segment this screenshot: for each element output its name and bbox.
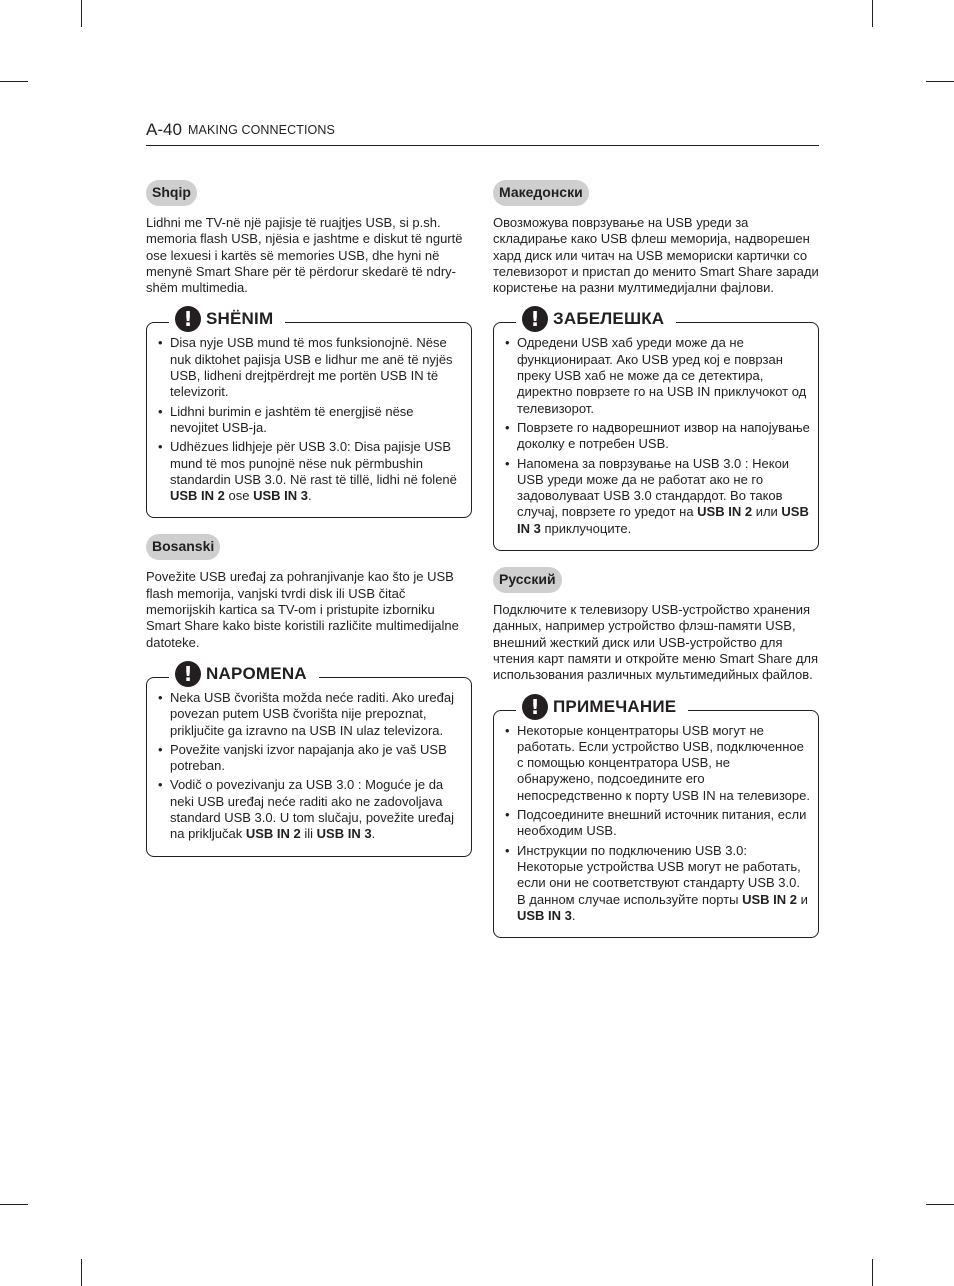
note-item: • Подсоедините внешний источник питания, если необходим USB. <box>517 807 810 840</box>
note-item: • Lidhni burimin e jashtëm të energjisë nëse nevojitet USB-ja. <box>170 404 463 437</box>
crop-mark <box>926 1204 954 1205</box>
note-item: • Vodič o povezivanju za USB 3.0 : Moguće je da neki USB uređaj neće raditi ako ne zadovoljava standard USB 3.0. U tom slučaju, povežite uređaj na priključak USB IN 2 ili USB IN 3. <box>170 777 463 842</box>
crop-mark <box>0 81 28 82</box>
note-item: • Neka USB čvorišta možda neće raditi. Ako uređaj povezan putem USB čvorišta nije prepoznat, priključite ga izravno na USB IN ulaz televizora. <box>170 690 463 739</box>
note-list <box>147 335 463 504</box>
note-title: SHËNIM <box>206 309 274 329</box>
language-section-bosanski <box>146 534 472 856</box>
note-header <box>169 660 319 688</box>
exclamation-icon: ! <box>175 306 201 332</box>
language-section-shqip <box>146 180 472 518</box>
note-item: • Udhëzues lidhjeje për USB 3.0: Disa pajisje USB mund të mos punojnë nëse nuk përmbushin standardin USB 3.0. Në rast të tillë, lidhi në folenë USB IN 2 ose USB IN 3. <box>170 439 463 504</box>
note-header <box>516 693 688 721</box>
exclamation-icon: ! <box>175 661 201 687</box>
language-label: Русский <box>493 567 562 593</box>
note-box <box>493 307 819 551</box>
note-box <box>146 661 472 857</box>
intro-paragraph: Овозможува поврзување на USB уреди за складирање како USB флеш меморија, надворешен хард диск или читач на USB мемориски картички со телевизорот и пристап до менито Smart Share заради користење на разни мултимедијални фајлови. <box>493 215 819 296</box>
crop-mark <box>872 1259 873 1286</box>
page-number: A-40 <box>146 120 182 139</box>
section-title: MAKING CONNECTIONS <box>188 123 335 137</box>
crop-mark <box>81 0 82 27</box>
note-title: NAPOMENA <box>206 663 307 683</box>
note-item: • Povežite vanjski izvor napajanja ako je vaš USB potreban. <box>170 742 463 775</box>
crop-mark <box>872 0 873 27</box>
note-item: • Одредени USB хаб уреди може да не функционираат. Ако USB уред кој е поврзан преку USB хаб не може да се детектира, директно поврзете го на USB IN приклучокот од телевизорот. <box>517 335 810 416</box>
language-label: Bosanski <box>146 534 220 560</box>
page-header <box>146 119 819 146</box>
language-label: Shqip <box>146 180 197 206</box>
note-item: • Напомена за поврзување на USB 3.0 : Некои USB уреди може да не работат ако не го задоволуваат USB 3.0 стандардот. Во таков случај, поврзете го уредот на USB IN 2 или USB IN 3 приклучоците. <box>517 456 810 537</box>
note-item: • Поврзете го надворешниот извор на напојување доколку е потребен USB. <box>517 420 810 453</box>
left-column <box>146 180 472 857</box>
intro-paragraph: Povežite USB uređaj za pohranjivanje kao što je USB flash memorija, vanjski tvrdi disk ili USB čitač memorijskih kartica sa TV-om i pristupite izborniku Smart Share kako biste koristili različite multimedijalne datoteke. <box>146 569 459 650</box>
crop-mark <box>81 1259 82 1286</box>
note-list <box>494 723 810 925</box>
note-box <box>146 307 472 518</box>
right-column <box>493 180 819 938</box>
note-list <box>494 335 810 537</box>
note-item: • Disa nyje USB mund të mos funksionojnë. Nëse nuk diktohet pajisja USB e lidhur me anë të nyjës USB, lidheni drejtpërdrejt me portën USB IN të televizorit. <box>170 335 463 400</box>
note-title: ПРИМЕЧАНИЕ <box>553 696 677 716</box>
note-header <box>169 305 285 333</box>
note-list <box>147 690 463 843</box>
note-box <box>493 694 819 939</box>
exclamation-icon: ! <box>522 694 548 720</box>
language-label: Македонски <box>493 180 589 206</box>
intro-paragraph: Lidhni me TV-në një pajisje të ruajtjes USB, si p.sh. memoria flash USB, njësia e jashtme e diskut të ngurtë ose lexuesi i kartës së memories USB, dhe hyni në menynë Smart Share për të përdorur skedarë të ndry-shëm multimedia. <box>146 215 463 296</box>
note-header <box>516 305 676 333</box>
crop-mark <box>926 81 954 82</box>
note-item: • Некоторые концентраторы USB могут не работать. Если устройство USB, подключенное с помощью концентратора USB, не обнаружено, подсоедините его непосредственно к порту USB IN на телевизоре. <box>517 723 810 804</box>
note-title: ЗАБЕЛЕШКА <box>553 309 665 329</box>
note-item: • Инструкции по подключению USB 3.0: Некоторые устройства USB могут не работать, если они не соответствуют стандарту USB 3.0. В данном случае используйте порты USB IN 2 и USB IN 3. <box>517 843 810 924</box>
intro-paragraph: Подключите к телевизору USB-устройство хранения данных, например устройство флэш-памяти USB, внешний жесткий диск или USB-устройство для чтения карт памяти и откройте меню Smart Share для использования различных мультимедийных файлов. <box>493 602 819 683</box>
exclamation-icon: ! <box>522 306 548 332</box>
crop-mark <box>0 1204 28 1205</box>
language-section-russkiy <box>493 567 819 938</box>
language-section-makedonski <box>493 180 819 551</box>
